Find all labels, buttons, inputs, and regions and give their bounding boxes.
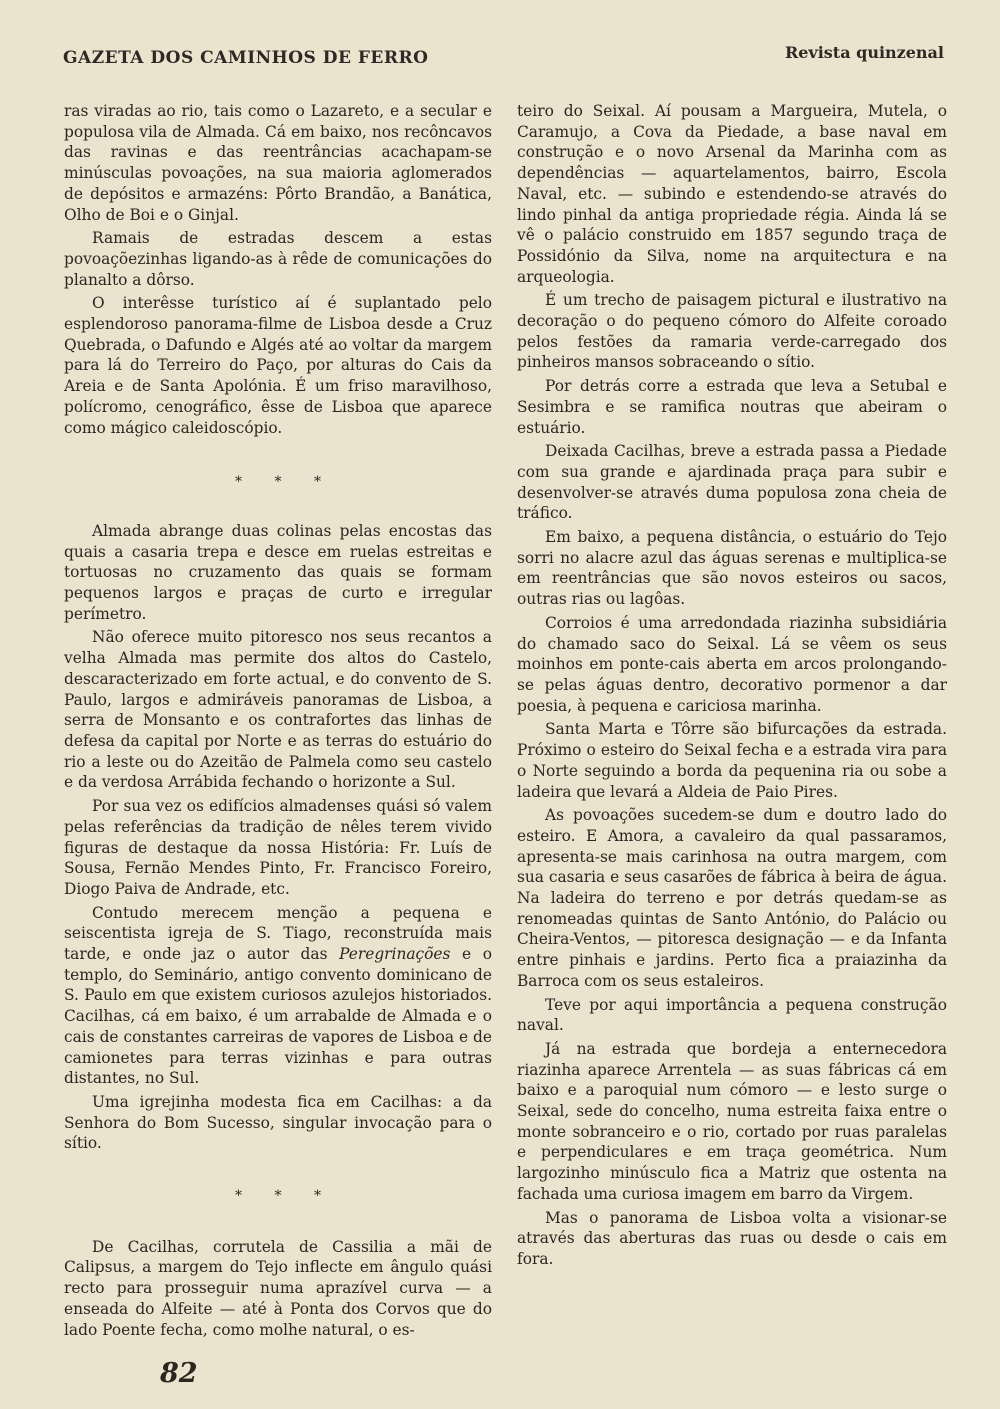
paragraph: É um trecho de paisagem pictural e ilustrativo na decoração o do pequeno cómoro do Alfeite coroado pelos festões da ramaria verde-carregado dos pinheiros mansos sobraceando o sítio. (517, 291, 947, 372)
text-run: e o templo, do Seminário, antigo convento dominicano de S. Paulo em que existem curiosos azulejos historiados. Cacilhas, cá em baixo, é um arrabalde de Almada e o cais de constantes carreiras de vapores de Lisboa e de camionetes para terras vizinhas e para outras distantes, no Sul. (64, 945, 492, 1088)
paragraph: As povoações sucedem-se dum e doutro lado do esteiro. E Amora, a cavaleiro da qual passaramos, apresenta-se mais carinhosa na outra margem, com sua casaria e seus casarões de fábrica à beira de água. Na ladeira do terreno e por detrás quedam-se as renomeadas quintas de Santo António, do Palácio ou Cheira-Ventos, — pitoresca designação — e da Infanta entre pinhais e jardins. Perto fica a praiazinha da Barroca com os seus estaleiros. (517, 806, 947, 990)
paragraph: ras viradas ao rio, tais como o Lazareto, e a secular e populosa vila de Almada. Cá em baixo, nos recôncavos das ravinas e das reentrâncias acachapam-se minúsculas povoações, na sua maioria aglomerados de depósitos e armazéns: Pôrto Brandão, a Banática, Olho de Boi e o Ginjal. (64, 102, 492, 224)
running-head-subtitle: Revista quinzenal (784, 43, 944, 62)
paragraph: Em baixo, a pequena distância, o estuário do Tejo sorri no alacre azul das águas serenas e multiplica-se em reentrâncias que são novos esteiros ou sacos, outras rias ou lagôas. (517, 528, 947, 609)
paragraph: Teve por aqui importância a pequena construção naval. (517, 995, 947, 1035)
paragraph: Almada abrange duas colinas pelas encostas das quais a casaria trepa e desce em ruelas estreitas e tortuosas no cruzamento das quais se formam pequenos largos e praças de curto e irregular perímetro. (64, 521, 492, 623)
running-head-title: GAZETA DOS CAMINHOS DE FERRO (63, 48, 429, 68)
paragraph: Ramais de estradas descem a estas povoaçõezinhas ligando-as à rêde de comunicações do planalto a dôrso. (64, 229, 492, 289)
paragraph: O interêsse turístico aí é suplantado pelo esplendoroso panorama-filme de Lisboa desde a Cruz Quebrada, o Dafundo e Algés até ao voltar da margem para lá do Terreiro do Paço, por alturas do Cais da Areia e de Santa Apolónia. É um friso maravilhoso, polícromo, cenográfico, êsse de Lisboa que aparece como mágico caleidoscópio. (64, 294, 492, 437)
right-column (517, 101, 947, 1273)
paragraph: Santa Marta e Tôrre são bifurcações da estrada. Próximo o esteiro do Seixal fecha e a estrada vira para o Norte seguindo a borda da pequenina ria ou sobe a ladeira que levará a Aldeia de Paio Pires. (517, 720, 947, 801)
section-separator: * * * (235, 1188, 335, 1205)
book-title-italic: Peregrinações (339, 945, 451, 964)
paragraph: De Cacilhas, corrutela de Cassilia a mãi de Calipsus, a margem do Tejo inflecte em ângulo quási recto para prosseguir numa aprazível curva — a enseada do Alfeite — até à Ponta dos Corvos que do lado Poente fecha, como molhe natural, o es- (64, 1237, 492, 1339)
paragraph: Não oferece muito pitoresco nos seus recantos a velha Almada mas permite dos altos do Castelo, descaracterizado em forte actual, e do convento de S. Paulo, largos e admiráveis panoramas de Lisboa, a serra de Monsanto e os contrafortes das linhas de defesa da capital por Norte e as terras do estuário do rio a leste ou do Azeitão de Palmela como seu castelo e da verdosa Arrábida fechando o horizonte a Sul. (64, 628, 492, 792)
paragraph: Uma igrejinha modesta fica em Cacilhas: a da Senhora do Bom Sucesso, singular invocação para o sítio. (64, 1092, 492, 1153)
section-separator: * * * (235, 474, 335, 491)
paragraph: teiro do Seixal. Aí pousam a Margueira, Mutela, o Caramujo, a Cova da Piedade, a base naval em construção e o novo Arsenal da Marinha com as dependências — aquartelamentos, bairro, Escola Naval, etc. — subindo e estendendo-se através do lindo pinhal da antiga propriedade régia. Ainda lá se vê o palácio construido em 1857 segundo traça de Possidónio da Silva, nome na arquitectura e na arqueologia. (517, 102, 947, 286)
page-number: 82 (160, 1358, 198, 1389)
paragraph: Por sua vez os edifícios almadenses quási só valem pelas referências da tradição de nêles terem vivido figuras de destaque da nossa História: Fr. Luís de Sousa, Fernão Mendes Pinto, Fr. Francisco Foreiro, Diogo Paiva de Andrade, etc. (64, 797, 492, 898)
paragraph: Por detrás corre a estrada que leva a Setubal e Sesimbra e se ramifica noutras que abeiram o estuário. (517, 377, 947, 437)
paragraph: Corroios é uma arredondada riazinha subsidiária do chamado saco do Seixal. Lá se vêem os seus moinhos em ponte-cais aberta em arcos prolongando-se pelas águas dentro, decorativo pormenor a dar poesia, à pequena e cariciosa marinha. (517, 613, 947, 715)
text-run: Contudo merecem menção a pequena e seiscentista igreja de S. Tiago, reconstruída mais tarde, e onde jaz o autor das (64, 903, 492, 964)
paragraph: Mas o panorama de Lisboa volta a visionar-se através das aberturas das ruas ou desde o cais em fora. (517, 1208, 947, 1268)
paragraph: Já na estrada que bordeja a enternecedora riazinha aparece Arrentela — as suas fábricas cá em baixo e a paroquial num cómoro — e lesto surge o Seixal, sede do concelho, numa estreita faixa entre o monte sobranceiro e o rio, cortado por ruas paralelas e perpendiculares e em traça geométrica. Num largozinho minúsculo fica a Matriz que ostenta na fachada uma curiosa imagem em barro da Virgem. (517, 1039, 947, 1203)
paragraph (64, 903, 492, 1089)
paragraph: Deixada Cacilhas, breve a estrada passa a Piedade com sua grande e ajardinada praça para subir e desenvolver-se através duma populosa zona cheia de tráfico. (517, 442, 947, 523)
left-column (64, 101, 492, 1343)
